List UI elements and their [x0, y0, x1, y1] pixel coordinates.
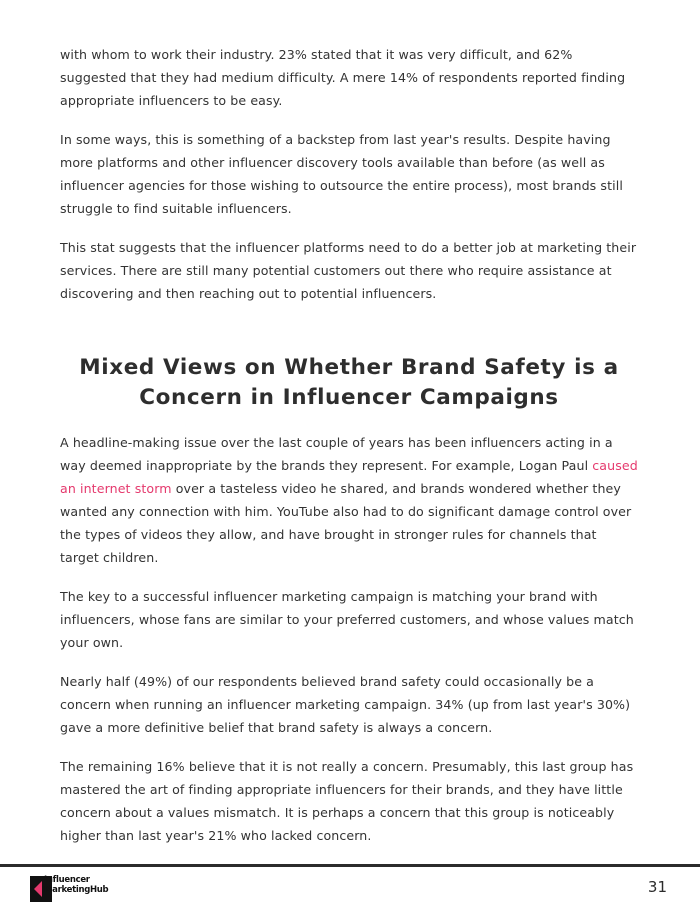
influencer-marketing-hub-logo: [30, 876, 140, 902]
paragraph-difficulty-stats: with whom to work their industry. 23% stated that it was very difficult, and 62% suggested that they had medium difficulty. A mere 14% of respondents reported finding appropriate influencers to be easy.: [60, 47, 626, 108]
paragraph-brand-safety-stats: Nearly half (49%) of our respondents believed brand safety could occasionally be a concern when running an influencer marketing campaign. 34% (up from last year's 30%) gave a more definitive belief that brand safety is always a concern.: [60, 674, 631, 735]
section-title: Mixed Views on Whether Brand Safety is a Concern in Influencer Campaigns: [79, 355, 619, 410]
paragraph-key-to-success: The key to a successful influencer marketing campaign is matching your brand with influencers, whose fans are similar to your preferred customers, and whose values match your own.: [60, 589, 634, 650]
internet-storm-link[interactable]: caused an internet storm: [60, 458, 638, 496]
logo-wordmark: [44, 876, 108, 895]
paragraph-headline-issue: [60, 431, 638, 569]
logo-line-marketinghub: MarketingHub: [44, 884, 109, 895]
paragraph-backstep: In some ways, this is something of a backstep from last year's results. Despite having more platforms and other influencer discovery tools available than before (as well as influencer agencies for those wishing to outsource the entire process), most brands still struggle to find suitable influencers.: [60, 132, 623, 216]
logo-line-influencer: Influencer: [44, 875, 90, 885]
paragraph-text-after-link: over a tasteless video he shared, and brands wondered whether they wanted any connection with him. YouTube also had to do significant damage control over the types of videos they allow, and have brought in stronger rules for channels that target children.: [60, 481, 632, 565]
page-number: 31: [647, 878, 667, 896]
paragraph-remaining-group: The remaining 16% believe that it is not really a concern. Presumably, this last group has mastered the art of finding appropriate influencers for their brands, and they have little concern about a values mismatch. It is perhaps a concern that this group is noticeably higher than last year's 21% who lacked concern.: [60, 759, 634, 843]
footer-divider: [0, 864, 700, 867]
page-content: [60, 43, 638, 863]
paragraph-platform-marketing: This stat suggests that the influencer platforms need to do a better job at marketing their services. There are still many potential customers out there who require assistance at discovering and then reaching out to potential influencers.: [60, 240, 637, 301]
paragraph-text-before-link: A headline-making issue over the last couple of years has been influencers acting in a way deemed inappropriate by the brands they represent. For example, Logan Paul: [60, 435, 613, 473]
